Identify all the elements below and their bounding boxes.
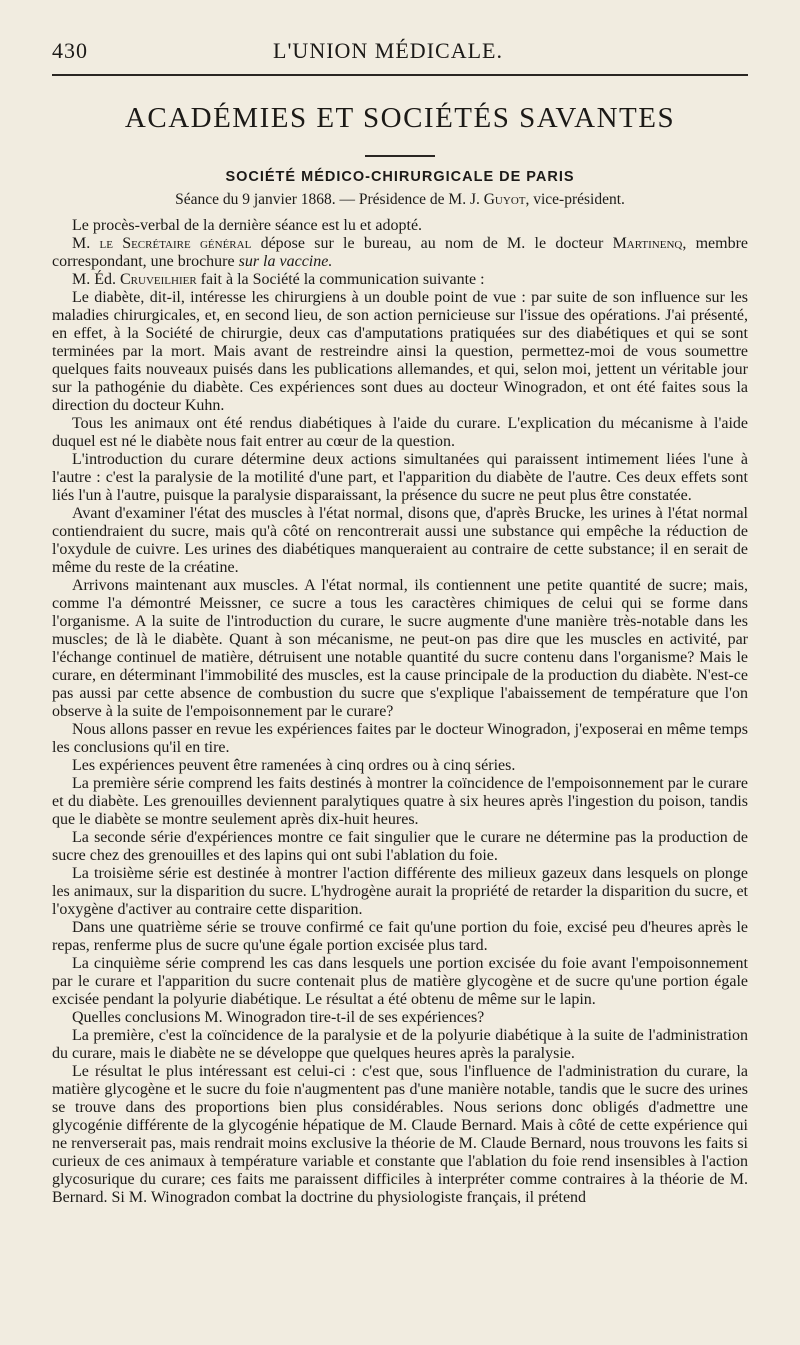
president-role: , vice-président. [525, 191, 625, 208]
body-paragraph: Le résultat le plus intéressant est celui-ci : c'est que, sous l'influence de l'administration du curare, la matière glycogène et le sucre du foie n'augmentent pas d'une manière notable, tandis que le sucre des urines se trouve dans des proportions bien plus considérables. Nous serions donc obligés d'admettre une glycogénie différente de la glycogénie hépatique de M. Claude Bernard. Mais à côté de cette expérience qui ne renverserait pas, mais rendrait moins exclusive la théorie de M. Claude Bernard, nous trouvons les faits si curieux de ces animaux à température variable et constante que l'ablation du foie rend insensibles à l'action glycosurique du curare; ces faits me paraissent difficiles à interpréter comme contraires à la théorie de M. Bernard. Si M. Winogradon combat la doctrine du physiologiste français, il prétend [52, 1063, 748, 1206]
text-run: M. [72, 235, 91, 252]
running-head [52, 38, 748, 64]
president-name: Guyot [483, 191, 526, 208]
author-name: Cruveilhier [120, 271, 197, 288]
body-paragraph: La cinquième série comprend les cas dans lesquels une portion excisée du foie avant l'empoisonnement par le curare et l'apparition du sucre contenait plus de matière glycogène et de sucre qu'une portion égale excisée pendant la polyurie diabétique. Le résultat a été obtenu de même sur le lapin. [52, 955, 748, 1008]
text-run: fait à la Société la communication suivante : [200, 271, 485, 288]
body-paragraph: La seconde série d'expériences montre ce fait singulier que le curare ne détermine pas la production de sucre chez des grenouilles et des lapins qui ont subi l'ablation du foie. [52, 829, 748, 864]
page-number: 430 [52, 38, 88, 63]
minutes-paragraph [52, 217, 748, 235]
body-paragraph: La première série comprend les faits destinés à montrer la coïncidence de l'empoisonnement par le curare et du diabète. Les grenouilles deviennent paralytiques quatre à six heures après l'ingestion du poison, tandis que le diabète se montre seulement après dix-huit heures. [52, 775, 748, 828]
text-run: M. Éd. [72, 271, 116, 288]
secretary-paragraph [52, 235, 748, 271]
section-title: ACADÉMIES ET SOCIÉTÉS SAVANTES [124, 102, 676, 134]
text-run: , membre correspondant, une brochure [52, 235, 749, 270]
society-heading: SOCIÉTÉ MÉDICO-CHIRURGICALE DE PARIS [225, 169, 575, 185]
header-rule [52, 74, 748, 76]
session-line [52, 191, 748, 209]
body-paragraph: La première, c'est la coïncidence de la paralysie et de la polyurie diabétique à la suite de l'administration du curare, mais le diabète ne se développe que quelques heures après la paralysie. [52, 1027, 748, 1062]
session-text: Séance du 9 janvier 1868. — Présidence de M. J. [175, 191, 480, 208]
text-run: dépose sur le bureau, au nom de M. le docteur [260, 235, 604, 252]
article-body [52, 217, 748, 1207]
body-paragraph: Tous les animaux ont été rendus diabétiques à l'aide du curare. L'explication du mécanisme à l'aide duquel est né le diabète nous fait entrer au cœur de la question. [52, 415, 748, 450]
body-paragraph: Arrivons maintenant aux muscles. A l'état normal, ils contiennent une petite quantité de sucre; mais, comme l'a démontré Meissner, ce sucre a tous les caractères chimiques de celui qui se forme dans l'organisme. A la suite de l'introduction du curare, le sucre augmente d'une manière très-notable dans les muscles; de là le diabète. Quant à son mécanisme, ne peut-on pas dire que les muscles en activité, par l'échange continuel de matière, détruisent une notable quantité du sucre contenu dans l'organisme? Mais le curare, en déterminant l'immobilité des muscles, est la cause principale de la production du diabète. N'est-ce pas aussi par cette absence de combustion du sucre que s'explique l'abaissement de température que l'on observe à la suite de l'empoisonnement par le curare? [52, 577, 748, 720]
body-paragraph: Quelles conclusions M. Winogradon tire-t-il de ses expériences? [72, 1009, 485, 1026]
body-paragraph: Avant d'examiner l'état des muscles à l'état normal, disons que, d'après Brucke, les urines à l'état normal contiendraient du sucre, mais qu'à côté on rencontrerait aussi une substance qui empêche la réduction de l'oxydule de cuivre. Les urines des diabétiques manqueraient au contraire de cette substance; il en serait de même du reste de la créatine. [52, 505, 748, 576]
title-rule [365, 155, 435, 157]
brochure-title: sur la vaccine. [238, 253, 333, 270]
journal-title: L'UNION MÉDICALE. [273, 38, 503, 63]
body-paragraph: Les expériences peuvent être ramenées à cinq ordres ou à cinq séries. [72, 757, 516, 774]
secretary-title: le Secrétaire général [99, 235, 252, 252]
minutes-text: Le procès-verbal de la dernière séance est lu et adopté. [72, 217, 423, 234]
doctor-name: Martinenq [612, 235, 683, 252]
body-paragraph: Nous allons passer en revue les expériences faites par le docteur Winogradon, j'exposerai en même temps les conclusions qu'il en tire. [52, 721, 748, 756]
body-paragraph: Dans une quatrième série se trouve confirmé ce fait qu'une portion du foie, excisé peu d'heures après le repas, renferme plus de sucre qu'une égale portion excisée plus tard. [52, 919, 748, 954]
body-paragraph: Le diabète, dit-il, intéresse les chirurgiens à un double point de vue : par suite de son influence sur les maladies chirurgicales, et, en second lieu, de son action pernicieuse sur l'issue des opérations. J'ai présenté, en effet, à la Société de chirurgie, deux cas d'amputations pratiquées sur des diabétiques et qui se sont terminées par la mort. Mais avant de restreindre ainsi la question, permettez-moi de vous soumettre quelques faits nouveaux puisés dans les publications allemandes, et qui, selon moi, jettent un véritable jour sur la pathogénie du diabète. Ces expériences sont dues au docteur Winogradon, et ont été faites sous la direction du docteur Kuhn. [52, 289, 748, 414]
body-paragraph: La troisième série est destinée à montrer l'action différente des milieux gazeux dans lesquels on plonge les animaux, sur la disparition du sucre. L'hydrogène aurait la propriété de retarder la disparition du sucre, et l'oxygène d'activer au contraire cette disparition. [52, 865, 748, 918]
communication-paragraph [52, 271, 748, 289]
body-paragraph: L'introduction du curare détermine deux actions simultanées qui paraissent intimement liées l'une à l'autre : c'est la paralysie de la motilité d'une part, et l'apparition du diabète de l'autre. Ces deux effets sont liés l'un à l'autre, puisque la paralysie disparaissant, la présence du sucre ne peut plus être constatée. [52, 451, 748, 504]
